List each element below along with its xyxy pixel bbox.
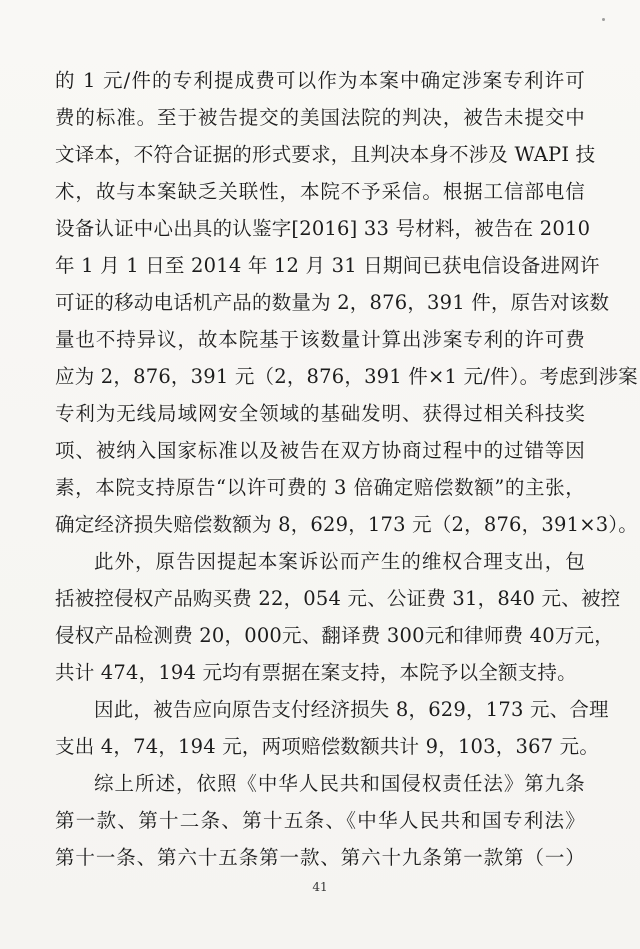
- text-line: 确定经济损失赔偿数额为 8，629，173 元（2，876，391×3）。: [55, 513, 638, 536]
- text-line: 支出 4，74，194 元，两项赔偿数额共计 9，103，367 元。: [55, 735, 600, 758]
- text-line: 量也不持异议，故本院基于该数量计算出涉案专利的许可费: [55, 328, 585, 351]
- page-number: 41: [312, 880, 328, 894]
- text-line: 应为 2，876，391 元（2，876，391 件×1 元/件）。考虑到涉案: [55, 365, 638, 388]
- text-line: 第十一条、第六十五条第一款、第六十九条第一款第（一）: [55, 846, 585, 869]
- paragraph-first-line: 综上所述，依照《中华人民共和国侵权责任法》第九条: [94, 772, 585, 795]
- text-line: 年 1 月 1 日至 2014 年 12 月 31 日期间已获电信设备进网许: [55, 254, 600, 277]
- text-line: 可证的移动电话机产品的数量为 2，876，391 件，原告对该数: [55, 291, 610, 314]
- text-line: 侵权产品检测费 20，000元、翻译费 300元和律师费 40万元，: [55, 624, 614, 647]
- text-line: 术，故与本案缺乏关联性，本院不予采信。根据工信部电信: [55, 180, 585, 203]
- text-line: 素，本院支持原告“以许可费的 3 倍确定赔偿数额”的主张，: [55, 476, 585, 499]
- paragraph-first-line: 此外，原告因提起本案诉讼而产生的维权合理支出，包: [94, 550, 585, 573]
- text-line: 括被控侵权产品购买费 22，054 元、公证费 31，840 元、被控: [55, 587, 621, 610]
- judgment-text-body: [55, 62, 638, 876]
- text-line: 费的标准。至于被告提交的美国法院的判决，被告未提交中: [55, 106, 585, 129]
- text-line: 项、被纳入国家标准以及被告在双方协商过程中的过错等因: [55, 439, 585, 462]
- text-line: 的 1 元/件的专利提成费可以作为本案中确定涉案专利许可: [55, 69, 585, 92]
- paragraph-first-line: 因此，被告应向原告支付经济损失 8，629，173 元、合理: [94, 698, 609, 721]
- text-line: 共计 474，194 元均有票据在案支持，本院予以全额支持。: [55, 661, 577, 684]
- text-line: 第一款、第十二条、第十五条、《中华人民共和国专利法》: [55, 809, 585, 832]
- text-line: 文译本，不符合证据的形式要求，且判决本身不涉及 WAPI 技: [55, 143, 596, 166]
- text-line: 专利为无线局域网安全领域的基础发明、获得过相关科技奖: [55, 402, 585, 425]
- paper-speck: [602, 18, 605, 21]
- text-line: 设备认证中心出具的认鉴字[2016] 33 号材料，被告在 2010: [55, 217, 591, 240]
